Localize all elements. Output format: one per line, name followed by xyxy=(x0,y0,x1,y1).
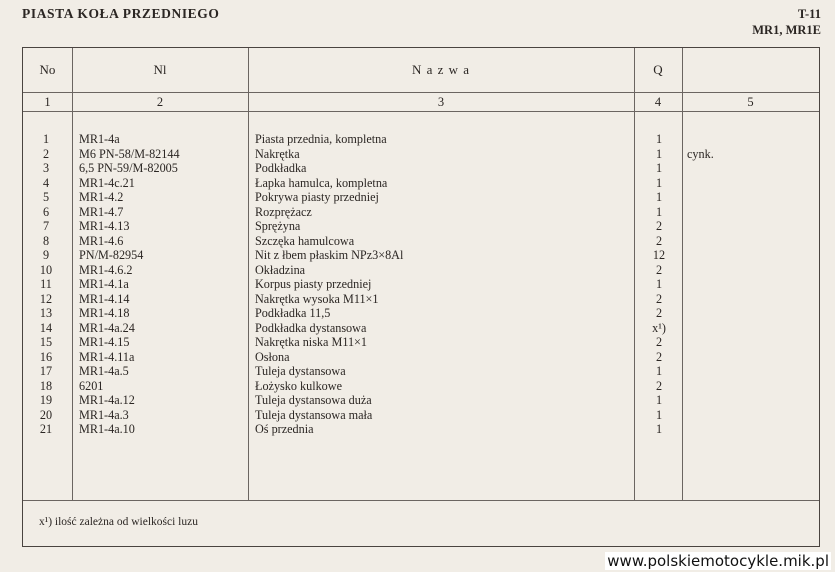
header-no: No xyxy=(39,62,56,77)
part-name: Nakrętka niska M11×1 xyxy=(255,335,368,349)
colnum-3: 3 xyxy=(437,95,445,109)
part-number: MR1-4a xyxy=(79,132,120,146)
page-title: PIASTA KOŁA PRZEDNIEGO xyxy=(22,6,220,21)
quantity: 2 xyxy=(655,349,663,364)
row-number: 10 xyxy=(39,262,53,277)
part-number: M6 PN-58/M-82144 xyxy=(79,146,180,161)
header-q: Q xyxy=(653,62,663,77)
part-number: MR1-4.13 xyxy=(79,219,130,233)
row-number: 11 xyxy=(40,277,52,291)
quantity: 1 xyxy=(655,364,663,378)
footnote: x¹) ilość zależna od wielkości luzu xyxy=(39,516,198,528)
part-name: Szczęka hamulcowa xyxy=(255,233,355,248)
row-number: 6 xyxy=(42,204,50,219)
part-name: Nakrętka wysoka M11×1 xyxy=(255,291,379,306)
part-name: Podkładka xyxy=(255,161,307,175)
part-number: MR1-4.6 xyxy=(79,233,124,248)
table-row xyxy=(23,393,819,408)
row-number: 9 xyxy=(42,248,50,262)
part-number: 6201 xyxy=(79,378,104,393)
part-number: MR1-4c.21 xyxy=(79,175,135,190)
row-number: 5 xyxy=(42,190,50,204)
table-row xyxy=(23,350,819,365)
quantity: 1 xyxy=(655,190,663,204)
part-number: MR1-4a.10 xyxy=(79,422,135,436)
table-row xyxy=(23,190,819,205)
table-row xyxy=(23,176,819,191)
header-divider xyxy=(23,92,819,93)
quantity: 1 xyxy=(655,393,663,407)
part-name: Tuleja dystansowa duża xyxy=(255,393,372,407)
row-number: 14 xyxy=(39,320,53,335)
part-name: Okładzina xyxy=(255,262,306,277)
part-name: Oś przednia xyxy=(255,422,314,436)
part-number: MR1-4a.12 xyxy=(79,393,135,407)
part-number: MR1-4a.24 xyxy=(79,320,135,335)
table-row xyxy=(23,292,819,307)
model-names: MR1, MR1E xyxy=(752,23,821,37)
part-number: MR1-4.15 xyxy=(79,335,130,349)
table-row xyxy=(23,147,819,162)
part-number: PN/M-82954 xyxy=(79,248,144,262)
part-name: Sprężyna xyxy=(255,219,301,233)
part-number: MR1-4a.5 xyxy=(79,364,129,378)
row-number: 12 xyxy=(39,291,53,306)
quantity: 12 xyxy=(652,248,666,262)
table-row xyxy=(23,306,819,321)
table-row xyxy=(23,335,819,350)
quantity: 2 xyxy=(655,262,663,277)
quantity: 1 xyxy=(655,407,663,422)
page-code xyxy=(752,6,821,38)
row-number: 7 xyxy=(42,219,50,233)
part-name: Nakrętka xyxy=(255,146,300,161)
quantity: 2 xyxy=(655,291,663,306)
remark: cynk. xyxy=(687,146,714,161)
row-number: 3 xyxy=(42,161,50,175)
row-number: 17 xyxy=(39,364,53,378)
part-name: Nit z łbem płaskim NPz3×8Al xyxy=(255,248,404,262)
table-row xyxy=(23,422,819,437)
quantity: 1 xyxy=(655,277,663,291)
row-number: 15 xyxy=(39,335,53,349)
part-name: Łapka hamulca, kompletna xyxy=(255,175,388,190)
part-number: MR1-4a.3 xyxy=(79,407,129,422)
row-number: 4 xyxy=(42,175,50,190)
parts-table xyxy=(22,47,820,547)
colnum-1: 1 xyxy=(44,95,51,109)
row-number: 21 xyxy=(39,422,53,436)
table-row xyxy=(23,234,819,249)
quantity: 1 xyxy=(655,175,663,190)
quantity: x¹) xyxy=(652,320,666,335)
footer-divider xyxy=(23,500,819,501)
table-row xyxy=(23,132,819,147)
part-name: Łożysko kulkowe xyxy=(255,378,342,393)
row-number: 19 xyxy=(39,393,53,407)
table-row xyxy=(23,248,819,263)
header-divider xyxy=(23,111,819,112)
part-name: Pokrywa piasty przedniej xyxy=(255,190,379,204)
table-row xyxy=(23,219,819,234)
quantity: 2 xyxy=(655,233,663,248)
part-name: Osłona xyxy=(255,349,290,364)
part-number: MR1-4.14 xyxy=(79,291,130,306)
table-row xyxy=(23,161,819,176)
colnum-2: 2 xyxy=(156,95,164,109)
quantity: 2 xyxy=(655,335,663,349)
quantity: 1 xyxy=(655,204,663,219)
colnum-4: 4 xyxy=(654,95,662,109)
table-row xyxy=(23,277,819,292)
row-number: 13 xyxy=(39,306,53,320)
part-number: MR1-4.18 xyxy=(79,306,130,320)
part-number: MR1-4.6.2 xyxy=(79,262,133,277)
part-name: Rozprężacz xyxy=(255,204,312,219)
row-number: 2 xyxy=(42,146,50,161)
quantity: 1 xyxy=(655,146,663,161)
part-number: MR1-4.7 xyxy=(79,204,124,219)
quantity: 1 xyxy=(655,161,663,175)
row-number: 20 xyxy=(39,407,53,422)
part-number: MR1-4.1a xyxy=(79,277,129,291)
row-number: 18 xyxy=(39,378,53,393)
part-number: 6,5 PN-59/M-82005 xyxy=(79,161,178,175)
part-name: Podkładka 11,5 xyxy=(255,306,331,320)
quantity: 2 xyxy=(655,378,663,393)
row-number: 1 xyxy=(42,132,50,146)
table-row xyxy=(23,321,819,336)
part-name: Tuleja dystansowa xyxy=(255,364,346,378)
quantity: 2 xyxy=(655,219,663,233)
part-number: MR1-4.11a xyxy=(79,349,135,364)
quantity: 1 xyxy=(655,422,663,436)
table-code: T-11 xyxy=(797,7,821,21)
table-row xyxy=(23,408,819,423)
header-name: N a z w a xyxy=(411,62,471,77)
table-row xyxy=(23,379,819,394)
table-body xyxy=(23,132,819,437)
part-name: Korpus piasty przedniej xyxy=(255,277,372,291)
table-row xyxy=(23,263,819,278)
row-number: 16 xyxy=(39,349,53,364)
colnum-5: 5 xyxy=(747,95,754,109)
header-ni: Nl xyxy=(153,62,167,77)
watermark-url: www.polskiemotocykle.mik.pl xyxy=(607,552,829,570)
part-name: Podkładka dystansowa xyxy=(255,320,367,335)
quantity: 1 xyxy=(655,132,663,146)
part-name: Piasta przednia, kompletna xyxy=(255,132,387,146)
table-row xyxy=(23,205,819,220)
quantity: 2 xyxy=(655,306,663,320)
row-number: 8 xyxy=(42,233,50,248)
part-number: MR1-4.2 xyxy=(79,190,124,204)
table-row xyxy=(23,364,819,379)
part-name: Tuleja dystansowa mała xyxy=(255,407,373,422)
